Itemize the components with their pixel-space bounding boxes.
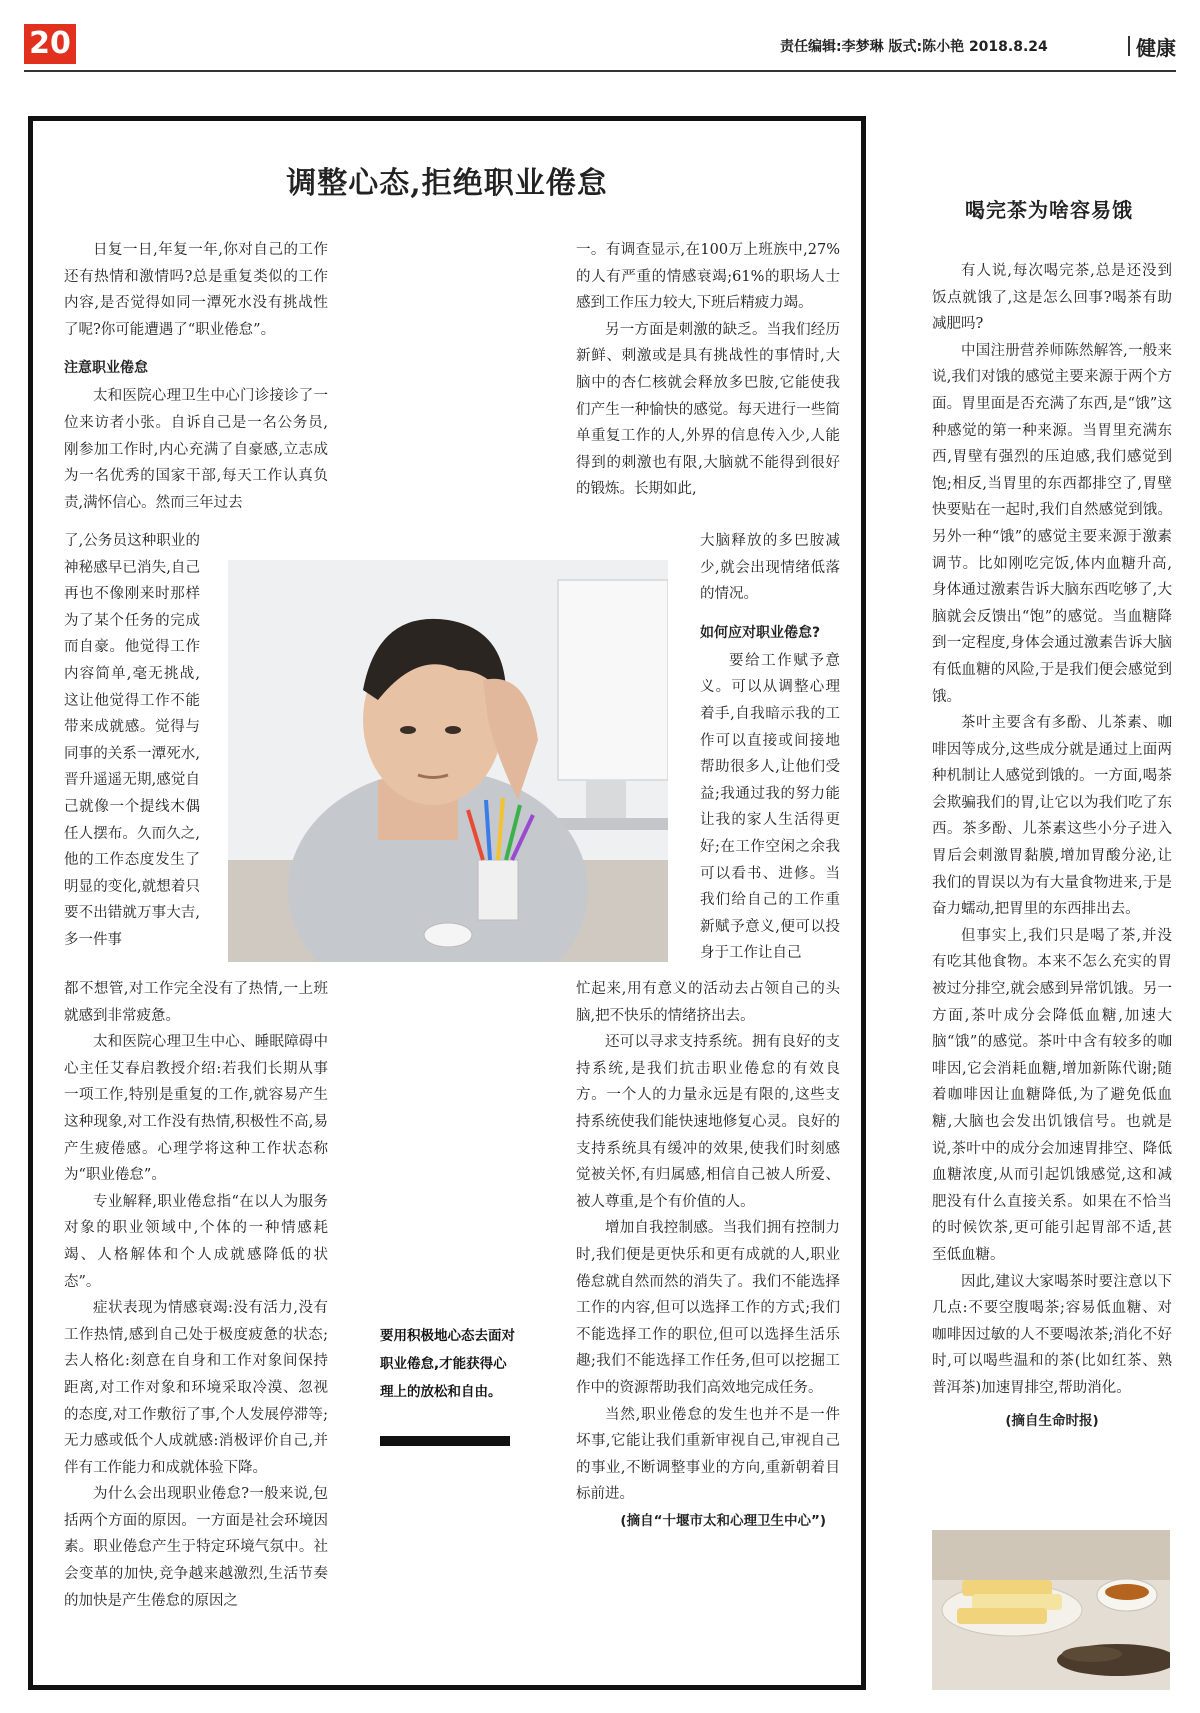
editor-credit: 责任编辑:李梦琳 版式:陈小艳 2018.8.24	[780, 39, 1048, 55]
paragraph: 日复一日,年复一年,你对自己的工作还有热情和激情吗?总是重复类似的工作内容,是否觉得如同一潭死水没有挑战性了呢?你可能遭遇了“职业倦怠”。	[64, 242, 328, 338]
paragraph: 症状表现为情感衰竭:没有活力,没有工作热情,感到自己处于极度疲惫的状态;去人格化:刻意在自身和工作对象间保持距离,对工作对象和环境采取冷漠、忽视的态度,对工作敷衍了事,个人发展停滞等;无力感或低个人成就感:消极评价自己,并伴有工作能力和成就体验下降。	[64, 1300, 328, 1476]
paragraph: 但事实上,我们只是喝了茶,并没有吃其他食物。本来不怎么充实的胃被过分排空,就会感到异常饥饿。另一方面,茶叶成分会降低血糖,加速大脑“饿”的感觉。茶叶中含有较多的咖啡因,它会消耗血糖,增加新陈代谢;随着咖啡因让血糖降低,为了避免低血糖,大脑也会发出饥饿信号。也就是说,茶叶中的成分会加速胃排空、降低血糖浓度,从而引起饥饿感觉,这和减肥没有什么直接关系。如果在不恰当的时候饮茶,更可能引起胃部不适,甚至低血糖。	[932, 927, 1172, 1263]
main-article-right-column-bottom	[576, 976, 840, 1534]
main-article-left-column-bottom	[64, 976, 328, 1614]
paragraph: 大脑释放的多巴胺减少,就会出现情绪低落的情况。	[700, 533, 840, 603]
paragraph: 有人说,每次喝完茶,总是还没到饭点就饿了,这是怎么回事?喝茶有助减肥吗?	[932, 263, 1172, 333]
paragraph: 忙起来,用有意义的活动去占领自己的头脑,把不快乐的情绪挤出去。	[576, 981, 840, 1024]
main-article-left-column-wrap	[64, 528, 200, 954]
paragraph: 另一方面是刺激的缺乏。当我们经历新鲜、刺激或是具有挑战性的事情时,大脑中的杏仁核就会释放多巴胺,它能使我们产生一种愉快的感觉。每天进行一些简单重复工作的人,外界的信息传入少,人能得到的刺激也有限,大脑就不能得到很好的锻炼。长期如此,	[576, 321, 840, 498]
paragraph: 中国注册营养师陈然解答,一般来说,我们对饿的感觉主要来源于两个方面。胃里面是否充满了东西,是“饿”这种感觉的第一种来源。当胃里充满东西,胃壁有强烈的压迫感,我们感觉到饱;相反,当胃里的东西都排空了,胃壁快要贴在一起时,我们自然感觉到饿。另外一种“饿”的感觉主要来源于激素调节。比如刚吃完饭,体内血糖升高,身体通过激素告诉大脑东西吃够了,大脑就会反馈出“饱”的感觉。当血糖降到一定程度,身体会通过激素告诉大脑有低血糖的风险,于是我们便会感觉到饿。	[932, 342, 1172, 705]
main-article-right-column-wrap	[700, 528, 840, 967]
tired-worker-photo	[228, 560, 668, 962]
header-rule	[24, 70, 1176, 72]
side-article-source: (摘自生命时报)	[1005, 1412, 1099, 1429]
pull-quote: 要用积极地心态去面对职业倦怠,才能获得心理上的放松和自由。	[380, 1328, 515, 1400]
paragraph: 因此,建议大家喝茶时要注意以下几点:不要空腹喝茶;容易低血糖、对咖啡因过敏的人不要喝浓茶;消化不好时,可以喝些温和的茶(比如红茶、熟普洱茶)加速胃排空,帮助消化。	[932, 1273, 1172, 1396]
paragraph: 都不想管,对工作完全没有了热情,一上班就感到非常疲惫。	[64, 981, 328, 1024]
paragraph: 要给工作赋予意义。可以从调整心理着手,自我暗示我的工作可以直接或间接地帮助很多人,让他们受益;我通过我的努力能让我的家人生活得更好;在工作空闲之余我可以看书、进修。当我们给自己的工作重新赋予意义,便可以投身于工作让自己	[700, 652, 840, 962]
paragraph: 茶叶主要含有多酚、儿茶素、咖啡因等成分,这些成分就是通过上面两种机制让人感觉到饿的。一方面,喝茶会欺骗我们的胃,让它以为我们吃了东西。茶多酚、儿茶素这些小分子进入胃后会刺激胃黏膜,增加胃酸分泌,让我们的胃误以为有大量食物进来,于是奋力蠕动,把胃里的东西排出去。	[932, 715, 1172, 918]
paragraph: 太和医院心理卫生中心、睡眠障碍中心主任艾春启教授介绍:若我们长期从事一项工作,特别是重复的工作,就容易产生这种现象,对工作没有热情,积极性不高,易产生疲倦感。心理学将这种工作状态称为“职业倦怠”。	[64, 1034, 328, 1184]
paragraph: 一。有调查显示,在100万上班族中,27%的人有严重的情感衰竭;61%的职场人士感到工作压力较大,下班后精疲力竭。	[576, 242, 840, 312]
paragraph: 了,公务员这种职业的神秘感早已消失,自己再也不像刚来时那样为了某个任务的完成而自豪。他觉得工作内容简单,毫无挑战,这让他觉得工作不能带来成就感。觉得与同事的关系一潭死水,晋升遥遥无期,感觉自己就像一个提线木偶任人摆布。久而久之,他的工作态度发生了明显的变化,就想着只要不出错就万事大吉,多一件事	[64, 533, 200, 948]
paragraph: 专业解释,职业倦怠指“在以人为服务对象的职业领域中,个体的一种情感耗竭、人格解体和个人成就感降低的状态”。	[64, 1193, 328, 1290]
tea-illustration	[932, 1530, 1170, 1690]
paragraph: 还可以寻求支持系统。拥有良好的支持系统,是我们抗击职业倦怠的有效良方。一个人的力量永远是有限的,这些支持系统使我们能快速地修复心灵。良好的支持系统具有缓冲的效果,使我们时刻感觉被关怀,有归属感,相信自己被人所爱、被人尊重,是个有价值的人。	[576, 1034, 840, 1210]
header-separator	[1128, 36, 1130, 56]
tea-photo	[932, 1530, 1170, 1690]
paragraph: 当然,职业倦怠的发生也并不是一件坏事,它能让我们重新审视自己,审视自己的事业,不断调整事业的方向,重新朝着目标前进。	[576, 1406, 840, 1503]
section-name: 健康	[1136, 36, 1176, 60]
main-article-left-column-top	[64, 237, 328, 516]
pull-quote-bar	[380, 1436, 510, 1446]
paragraph: 为什么会出现职业倦怠?一般来说,包括两个方面的原因。一方面是社会环境因素。职业倦怠产生于特定环境气氛中。社会变革的加快,竞争越来越激烈,生活节奏的加快是产生倦怠的原因之	[64, 1486, 328, 1609]
subheading-how-to-cope: 如何应对职业倦怠?	[700, 624, 821, 641]
article-source: (摘自“十堰市太和心理卫生中心”)	[620, 1512, 826, 1529]
side-article-title: 喝完茶为啥容易饿	[965, 198, 1133, 222]
side-article-body	[932, 258, 1172, 1434]
photo-illustration	[228, 560, 668, 962]
paragraph: 太和医院心理卫生中心门诊接诊了一位来访者小张。自诉自己是一名公务员,刚参加工作时,内心充满了自豪感,立志成为一名优秀的国家干部,每天工作认真负责,满怀信心。然而三年过去	[64, 388, 328, 511]
subheading-notice-burnout: 注意职业倦怠	[64, 360, 148, 377]
paragraph: 增加自我控制感。当我们拥有控制力时,我们便是更快乐和更有成就的人,职业倦怠就自然而然的消失了。我们不能选择工作的内容,但可以选择工作的方式;我们不能选择工作的职位,但可以选择生活乐趣;我们不能选择工作任务,但可以挖掘工作中的资源帮助我们高效地完成任务。	[576, 1220, 840, 1396]
main-article-title: 调整心态,拒绝职业倦怠	[286, 166, 608, 201]
page-number: 20	[24, 24, 76, 64]
main-article-right-column-top	[576, 237, 840, 503]
